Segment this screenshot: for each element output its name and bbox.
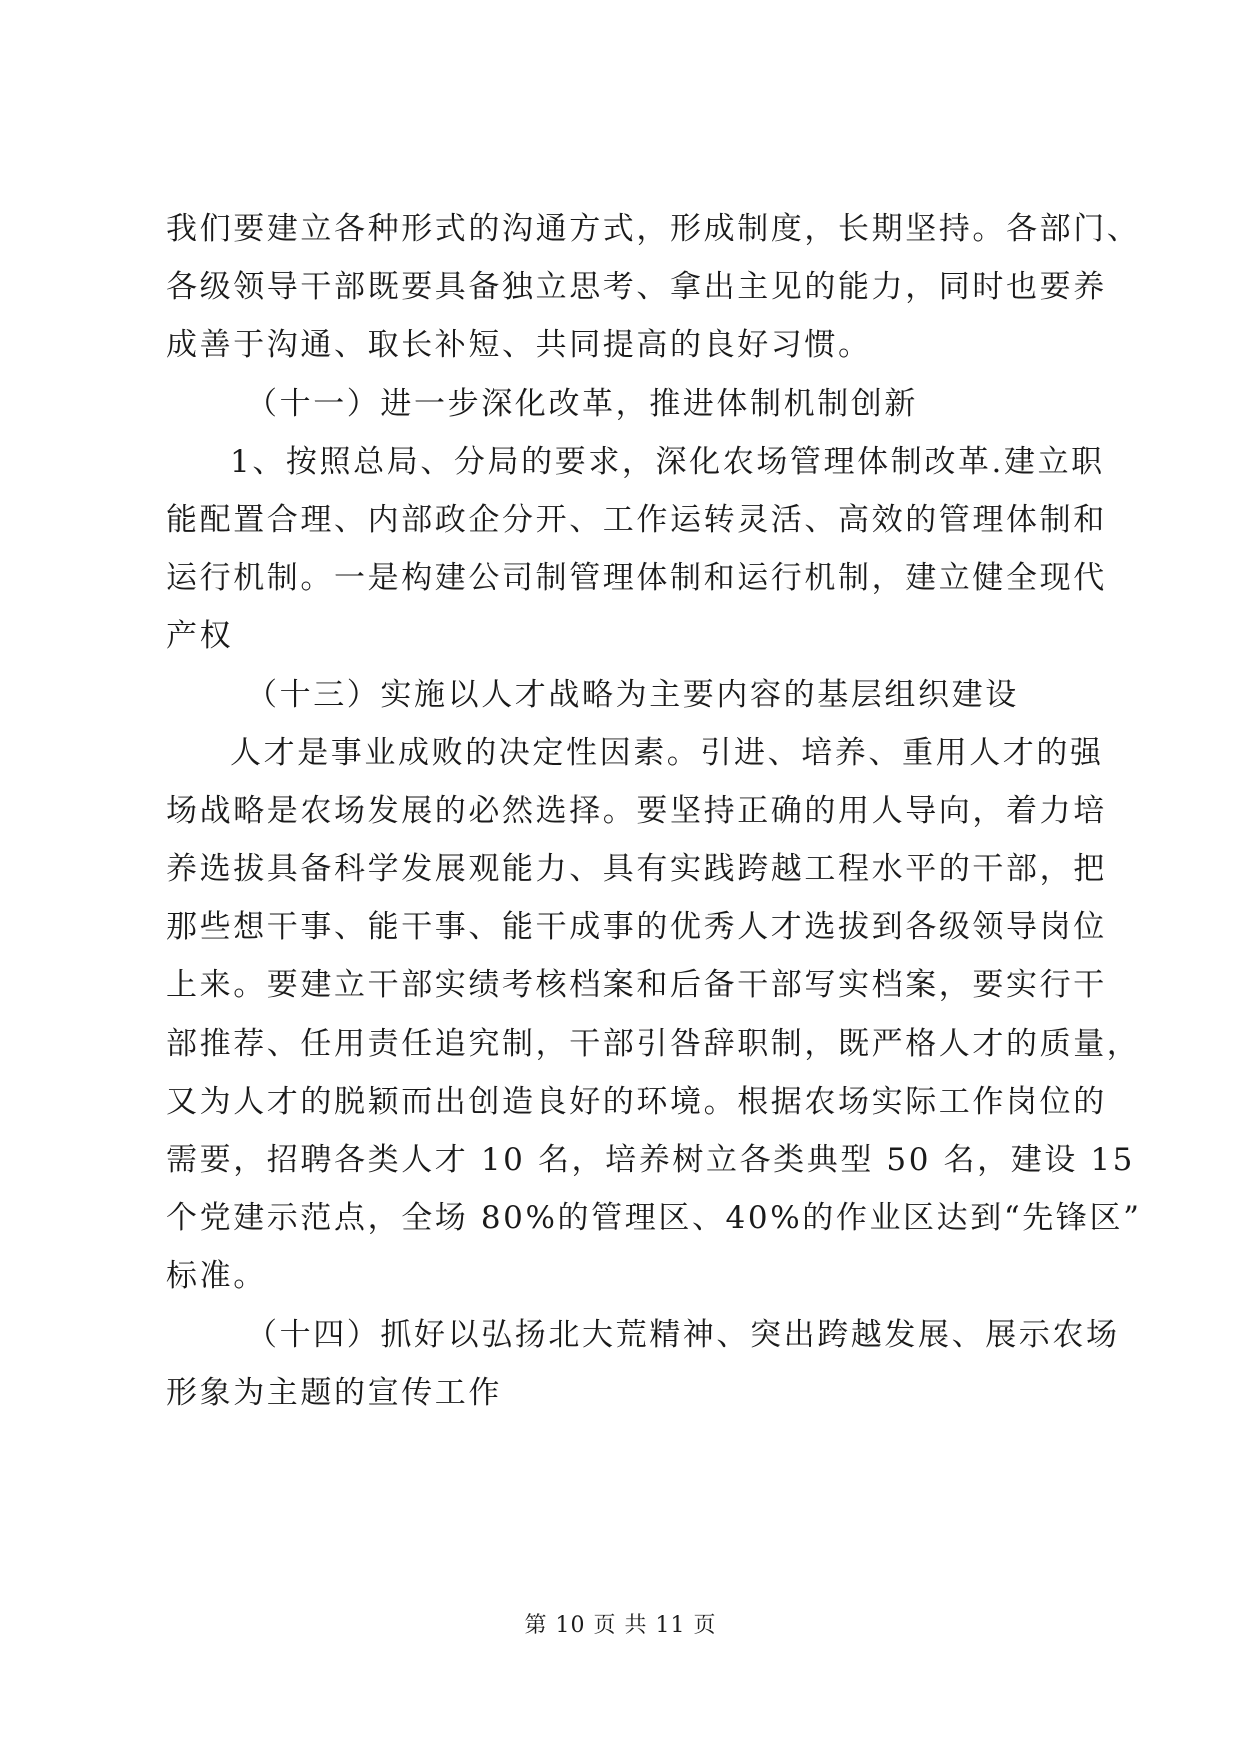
- body-line: 产权: [166, 618, 234, 655]
- body-line: 标准。: [166, 1258, 267, 1295]
- body-line: 1、按照总局、分局的要求，深化农场管理体制改革.建立职: [230, 443, 1105, 480]
- body-line: 各级领导干部既要具备独立思考、拿出主见的能力，同时也要养: [166, 269, 1107, 306]
- body-line: 人才是事业成败的决定性因素。引进、培养、重用人才的强: [230, 734, 1104, 771]
- body-line: 上来。要建立干部实绩考核档案和后备干部写实档案，要实行干: [166, 967, 1107, 1004]
- document-body: [166, 200, 1142, 1422]
- body-line: 需要，招聘各类人才 10 名，培养树立各类典型 50 名，建设 15: [166, 1142, 1136, 1178]
- body-line: 个党建示范点，全场 80%的管理区、40%的作业区达到“先锋区”: [166, 1200, 1142, 1237]
- body-line: 部推荐、任用责任追究制，干部引咎辞职制，既严格人才的质量，: [166, 1025, 1141, 1062]
- body-line: 又为人才的脱颖而出创造良好的环境。根据农场实际工作岗位的: [166, 1083, 1107, 1120]
- section-heading: （十四）抓好以弘扬北大荒精神、突出跨越发展、展示农场: [246, 1316, 1120, 1353]
- section-heading: （十一）进一步深化改革，推进体制机制创新: [246, 385, 918, 422]
- body-line: 成善于沟通、取长补短、共同提高的良好习惯。: [166, 327, 872, 364]
- body-line: 形象为主题的宣传工作: [166, 1374, 502, 1411]
- body-line: 那些想干事、能干事、能干成事的优秀人才选拔到各级领导岗位: [166, 909, 1107, 946]
- body-line: 养选拔具备科学发展观能力、具有实践跨越工程水平的干部，把: [166, 851, 1107, 888]
- body-line: 运行机制。一是构建公司制管理体制和运行机制，建立健全现代: [166, 560, 1107, 597]
- body-line: 能配置合理、内部政企分开、工作运转灵活、高效的管理体制和: [166, 501, 1107, 538]
- section-heading: （十三）实施以人才战略为主要内容的基层组织建设: [246, 676, 1019, 713]
- body-line: 我们要建立各种形式的沟通方式，形成制度，长期坚持。各部门、: [166, 211, 1141, 247]
- body-line: 场战略是农场发展的必然选择。要坚持正确的用人导向，着力培: [166, 792, 1107, 829]
- page-footer: 第 10 页 共 11 页: [524, 1613, 717, 1638]
